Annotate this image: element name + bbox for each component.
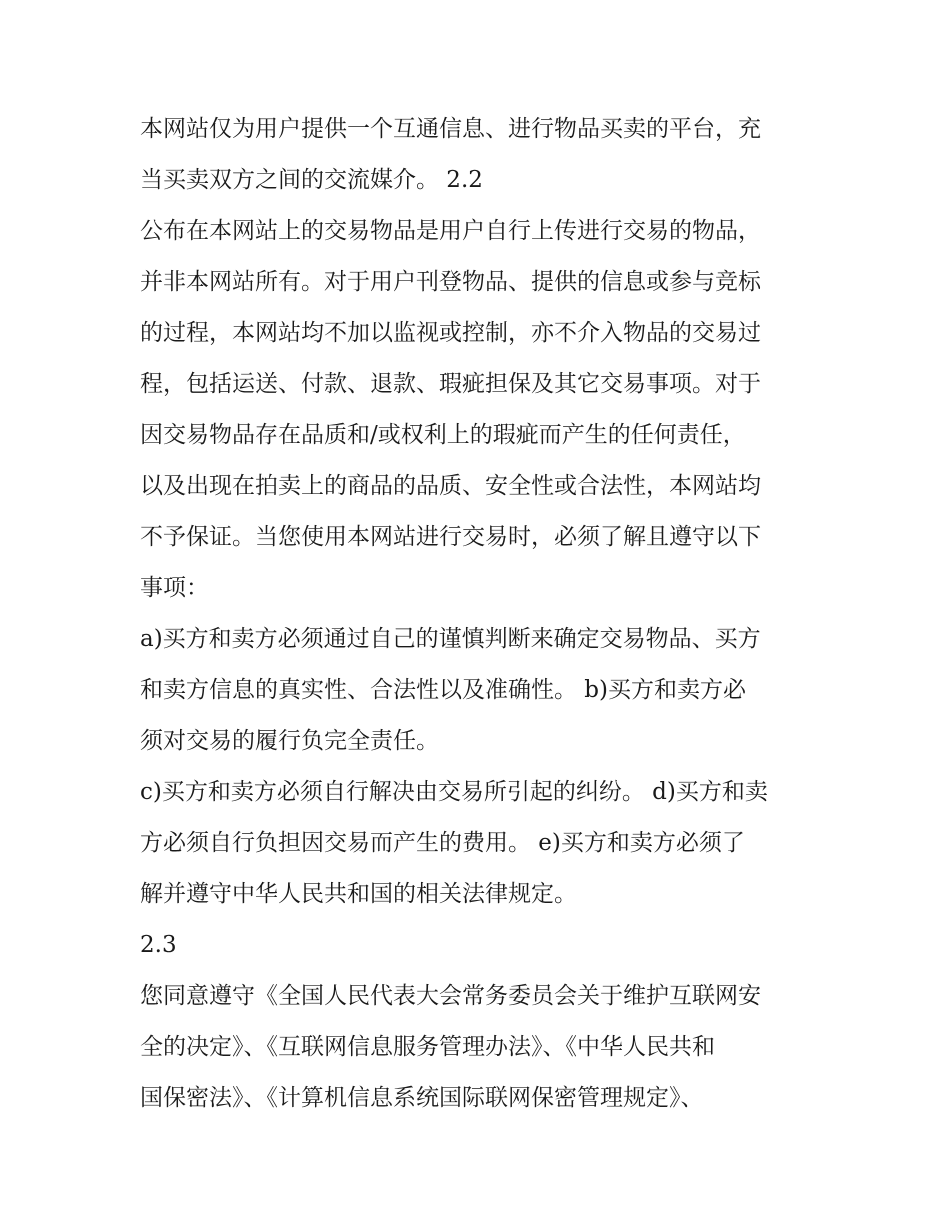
text-line: 您同意遵守《全国人民代表大会常务委员会关于维护互联网安 <box>140 983 761 1009</box>
text-line: 本网站仅为用户提供一个互通信息、进行物品买卖的平台，充 <box>140 116 761 142</box>
text-line: a)买方和卖方必须通过自己的谨慎判断来确定交易物品、买方 <box>140 626 761 652</box>
text-line: 的过程，本网站均不加以监视或控制，亦不介入物品的交易过 <box>140 320 761 346</box>
text-line: 公布在本网站上的交易物品是用户自行上传进行交易的物品， <box>140 218 761 244</box>
text-line: 事项： <box>140 575 209 601</box>
text-line: 不予保证。当您使用本网站进行交易时，必须了解且遵守以下 <box>140 524 761 550</box>
text-line: 解并遵守中华人民共和国的相关法律规定。 <box>140 881 577 907</box>
section-number: 2.3 <box>140 932 177 958</box>
text-line: 须对交易的履行负完全责任。 <box>140 728 439 754</box>
text-line: 全的决定》、《互联网信息服务管理办法》、《中华人民共和 <box>140 1034 715 1060</box>
text-line: 和卖方信息的真实性、合法性以及准确性。 b)买方和卖方必 <box>140 677 747 703</box>
text-line: 当买卖双方之间的交流媒介。 2.2 <box>140 167 483 193</box>
text-line: 因交易物品存在品质和/或权利上的瑕疵而产生的任何责任， <box>140 422 746 448</box>
document-body <box>140 104 830 1124</box>
text-line: c)买方和卖方必须自行解决由交易所引起的纠纷。 d)买方和卖 <box>140 779 768 805</box>
text-line: 以及出现在拍卖上的商品的品质、安全性或合法性，本网站均 <box>140 473 761 499</box>
text-line: 国保密法》、《计算机信息系统国际联网保密管理规定》、 <box>140 1085 704 1111</box>
text-line: 程，包括运送、付款、退款、瑕疵担保及其它交易事项。对于 <box>140 371 761 397</box>
text-line: 并非本网站所有。对于用户刊登物品、提供的信息或参与竞标 <box>140 269 761 295</box>
text-line: 方必须自行负担因交易而产生的费用。 e)买方和卖方必须了 <box>140 830 745 856</box>
